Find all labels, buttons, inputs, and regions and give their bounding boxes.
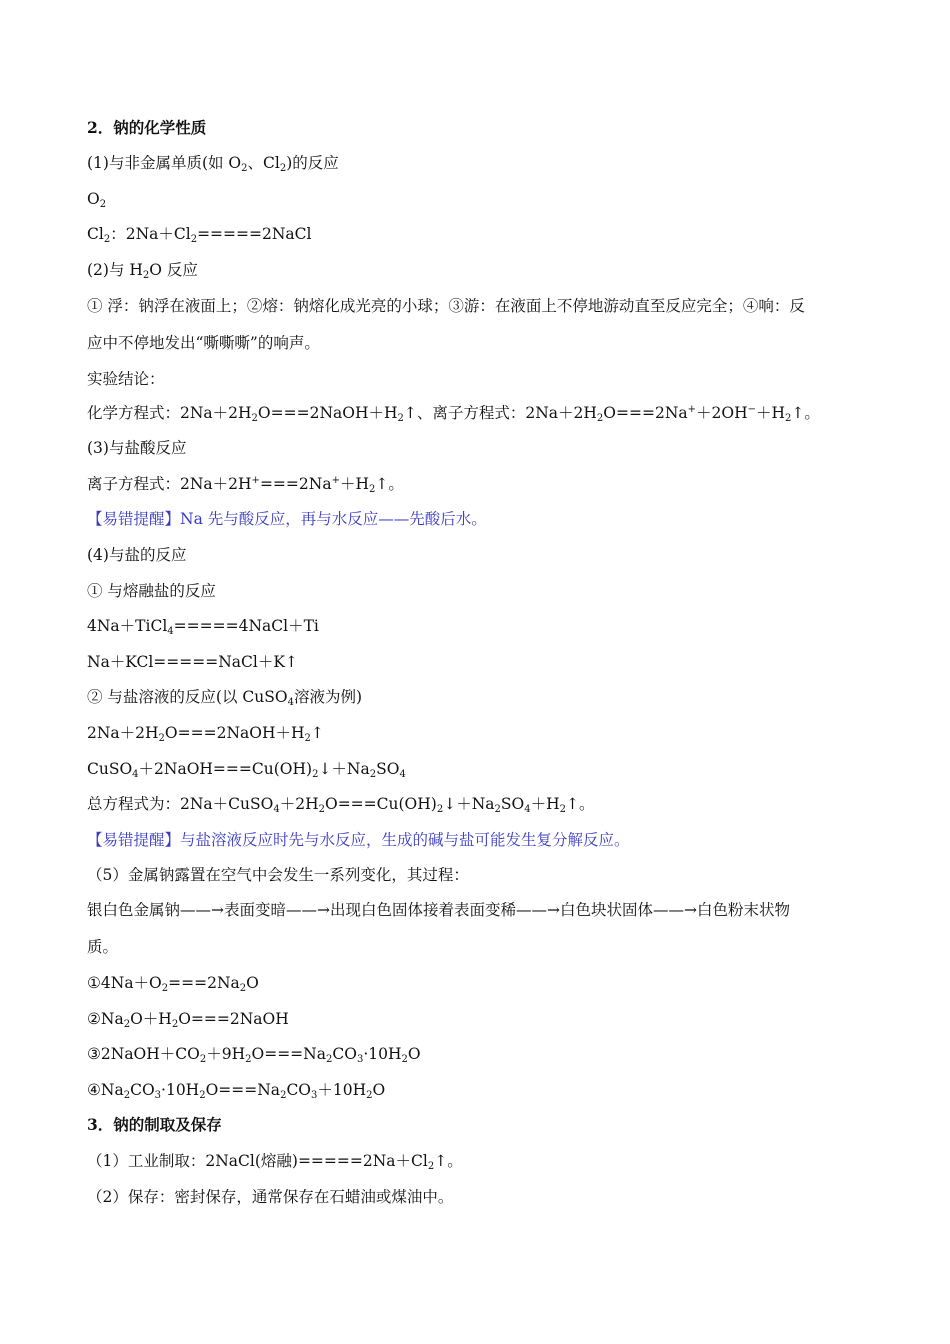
conclusion-label: 实验结论： — [87, 370, 165, 388]
solution-step-2: $CuSO_4+2NaOH===Cu(OH)_2↓+Na_2SO_4$ — [87, 760, 406, 780]
process-line-1: 银白色金属钠——→表面变暗——→出现白色固体接着表面变稀——→白色块状固体——→白色粉末状物 — [87, 901, 790, 919]
total-equation: 总方程式为：$2Na+CuSO_4+2H_2O===Cu(OH)_2↓+Na_2SO_4+H_2↑$。 — [87, 795, 595, 815]
ticl4-equation: 4Na＋TiCl$_4$=====4NaCl＋Ti — [87, 617, 319, 637]
section-heading-chemical-properties: 2．钠的化学性质 — [87, 118, 207, 137]
cl2-equation: $Cl_2$：$2Na+Cl_2=====2NaCl$ — [87, 225, 312, 245]
item-industrial-prep: （1）工业制取：2NaCl(熔融)$=====2Na+Cl_2↑$。 — [87, 1152, 463, 1172]
item-nonmetal-reaction: (1)与非金属单质(如 $O_2$、$Cl_2$)的反应 — [87, 154, 339, 174]
reaction-4: $④Na_2CO_3\cdot 10H_2O===Na_2CO_3+10H_2O$ — [87, 1081, 386, 1101]
section-heading-preparation: 3．钠的制取及保存 — [87, 1115, 222, 1134]
solution-step-1: $2Na+2H_2O===2NaOH+H_2↑$ — [87, 724, 324, 744]
observation-line-1: ① 浮：钠浮在液面上；②熔：钠熔化成光亮的小球；③游：在液面上不停地游动直至反应完全；④响：反 — [87, 297, 805, 315]
item-salt-reaction: (4)与盐的反应 — [87, 546, 187, 564]
tip-water-first: 【易错提醒】与盐溶液反应时先与水反应，生成的碱与盐可能发生复分解反应。 — [87, 831, 630, 849]
reaction-1: $①4Na+O_2===2Na_2O$ — [87, 974, 259, 994]
item-air-exposure: （5）金属钠露置在空气中会发生一系列变化，其过程： — [87, 866, 469, 884]
process-line-2: 质。 — [87, 938, 119, 956]
item-storage: （2）保存：密封保存，通常保存在石蜡油或煤油中。 — [87, 1188, 454, 1206]
reaction-3: $③2NaOH+CO_2+9H_2O===Na_2CO_3\cdot 10H_2O$ — [87, 1045, 421, 1065]
acid-ionic-equation: 离子方程式：$2Na+2H^+===2Na^++H_2↑$。 — [87, 475, 404, 495]
observation-line-2: 应中不停地发出“嘶嘶嘶”的响声。 — [87, 334, 320, 352]
item-molten-salt: ① 与熔融盐的反应 — [87, 582, 216, 600]
kcl-equation: Na＋KCl=====NaCl＋K↑ — [87, 653, 298, 671]
item-salt-solution: ② 与盐溶液的反应(以 CuSO$_4$溶液为例) — [87, 688, 363, 708]
reaction-2: $②Na_2O+H_2O===2NaOH$ — [87, 1010, 289, 1030]
item-acid-reaction: (3)与盐酸反应 — [87, 439, 187, 457]
o2-label: $O_2$ — [87, 190, 107, 210]
tip-acid-first: 【易错提醒】Na 先与酸反应，再与水反应——先酸后水。 — [87, 510, 487, 528]
water-equations: 化学方程式：$2Na+2H_2O===2NaOH+H_2↑$、离子方程式：$2Na+2H_2O===2Na^++2OH^-+H_2↑$。 — [87, 404, 820, 424]
item-water-reaction: (2)与 $H_2O$ 反应 — [87, 261, 198, 281]
